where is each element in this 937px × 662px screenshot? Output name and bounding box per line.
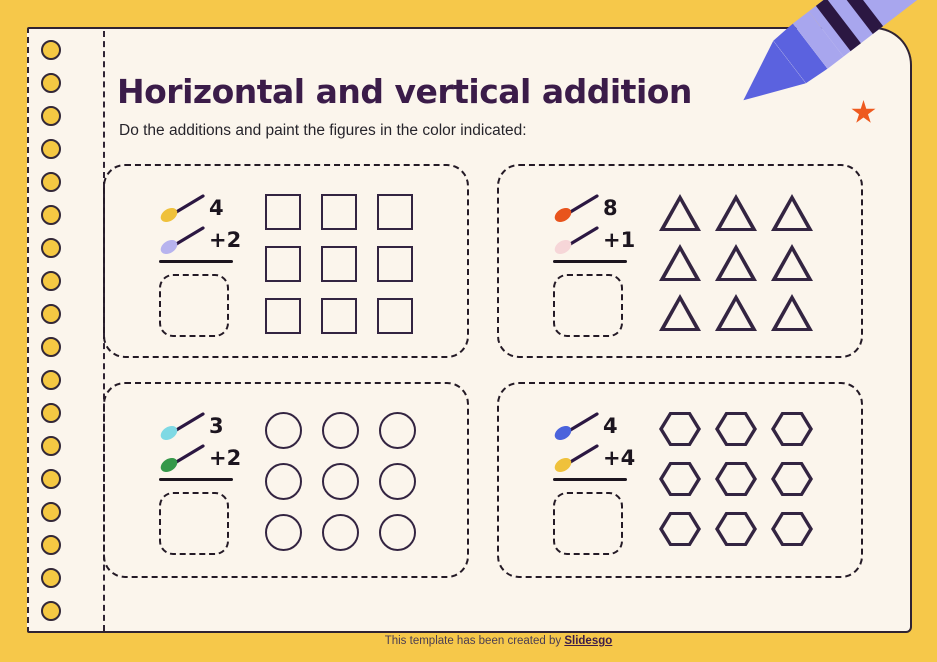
paintable-shape[interactable] [265,514,302,551]
paintbrush-icon [553,443,601,473]
punch-hole-icon [41,436,61,456]
paintable-shape[interactable] [379,412,416,449]
punch-hole-icon [41,568,61,588]
paintable-shape[interactable] [322,412,359,449]
paintable-shape[interactable] [321,298,357,334]
paintable-shape[interactable] [715,194,757,231]
hole-strip [41,40,61,621]
addition-card-2 [497,164,863,358]
answer-box[interactable] [159,492,229,555]
punch-hole-icon [41,106,61,126]
punch-hole-icon [41,370,61,390]
addend-value: +1 [603,228,636,252]
paintable-shape[interactable] [321,194,357,230]
paintbrush-icon [553,193,601,223]
punch-hole-icon [41,535,61,555]
paintable-shape[interactable] [715,462,757,496]
punch-hole-icon [41,40,61,60]
paintbrush-icon [159,411,207,441]
punch-hole-icon [41,73,61,93]
paintable-shape[interactable] [715,244,757,281]
addend-value: +4 [603,446,636,470]
punch-hole-icon [41,304,61,324]
paintable-shape[interactable] [771,294,813,331]
punch-hole-icon [41,238,61,258]
addend-value: +2 [209,228,242,252]
paintable-shape[interactable] [659,512,701,546]
paintable-shape[interactable] [379,463,416,500]
addend-value: +2 [209,446,242,470]
punch-hole-icon [41,337,61,357]
shape-grid-squares [265,194,413,334]
punch-hole-icon [41,172,61,192]
paintable-shape[interactable] [771,244,813,281]
addend-value: 4 [209,196,224,220]
paintable-shape[interactable] [377,194,413,230]
answer-box[interactable] [553,492,623,555]
paintable-shape[interactable] [715,294,757,331]
paintable-shape[interactable] [377,298,413,334]
footer-credit [56,635,937,647]
page-subtitle: Do the additions and paint the figures in the color indicated: [119,122,527,139]
punch-hole-icon [41,139,61,159]
punch-hole-icon [41,205,61,225]
sum-line [159,478,233,481]
paintbrush-icon [553,225,601,255]
paintbrush-icon [553,411,601,441]
paintable-shape[interactable] [715,512,757,546]
paintable-shape[interactable] [322,514,359,551]
paintable-shape[interactable] [771,194,813,231]
addition-card-3 [103,382,469,578]
punch-hole-icon [41,502,61,522]
addition-card-4 [497,382,863,578]
punch-hole-icon [41,403,61,423]
footer-text: This template has been created by [384,635,565,647]
addend-value: 4 [603,414,618,438]
answer-box[interactable] [553,274,623,337]
sum-line [553,478,627,481]
paintable-shape[interactable] [265,412,302,449]
shape-grid-hexagons [659,412,813,546]
paintable-shape[interactable] [771,512,813,546]
slidesgo-link[interactable]: Slidesgo [564,635,613,647]
paintable-shape[interactable] [379,514,416,551]
paintbrush-icon [159,225,207,255]
paintable-shape[interactable] [659,462,701,496]
page-title: Horizontal and vertical addition [117,72,692,111]
paintable-shape[interactable] [771,462,813,496]
addend-value: 3 [209,414,224,438]
paintable-shape[interactable] [771,412,813,446]
paintable-shape[interactable] [377,246,413,282]
shape-grid-circles [265,412,416,551]
paintable-shape[interactable] [659,294,701,331]
paintbrush-icon [159,443,207,473]
sum-line [553,260,627,263]
paintable-shape[interactable] [659,244,701,281]
addition-card-1 [103,164,469,358]
punch-hole-icon [41,601,61,621]
paintable-shape[interactable] [265,298,301,334]
paintable-shape[interactable] [322,463,359,500]
addend-value: 8 [603,196,618,220]
sum-line [159,260,233,263]
paintable-shape[interactable] [659,412,701,446]
punch-hole-icon [41,469,61,489]
paintable-shape[interactable] [715,412,757,446]
paintable-shape[interactable] [265,246,301,282]
paintable-shape[interactable] [659,194,701,231]
paintable-shape[interactable] [265,194,301,230]
paintable-shape[interactable] [321,246,357,282]
shape-grid-triangles [659,194,813,331]
paintable-shape[interactable] [265,463,302,500]
punch-hole-icon [41,271,61,291]
paintbrush-icon [159,193,207,223]
answer-box[interactable] [159,274,229,337]
